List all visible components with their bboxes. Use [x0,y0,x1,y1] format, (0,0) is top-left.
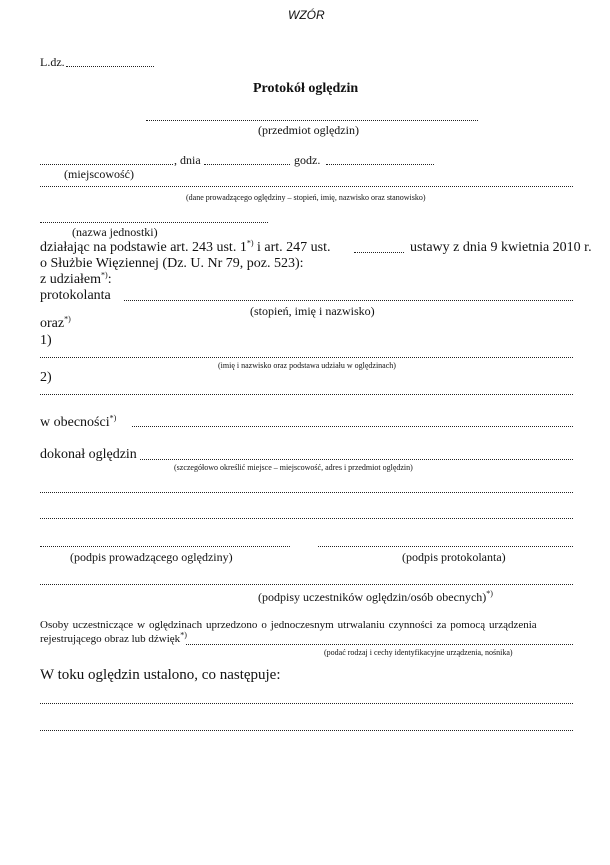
inspection-caption: (szczegółowo określić miejsce – miejscowość, adres i przedmiot oględzin) [174,463,413,472]
inspection-field[interactable] [140,459,573,460]
hour-label: godz. [294,153,321,167]
recorder-signature-field[interactable] [318,546,573,547]
conductor-field[interactable] [40,186,573,187]
recorder-field[interactable] [124,300,573,301]
ldz-field[interactable] [66,66,154,67]
page-title: Protokół oględzin [253,81,359,96]
findings-heading: W toku oględzin ustalono, co następuje: [40,667,281,683]
footnote-mark: *) [246,238,254,248]
recorder-label: protokolanta [40,288,111,303]
date-field[interactable] [204,164,290,165]
participation-text: z udziałem [40,272,102,287]
hour-field[interactable] [326,164,434,165]
inspection-field-2[interactable] [40,492,573,493]
presence-label [40,415,116,431]
recording-notice-2 [40,630,187,645]
participants-signature-field[interactable] [40,584,573,585]
legal-basis-line-2: o Służbie Więziennej (Dz. U. Nr 79, poz. 523): [40,256,304,271]
unit-field[interactable] [40,222,268,223]
findings-field-1[interactable] [40,703,573,704]
place-field[interactable] [40,164,173,165]
and-text: oraz [40,316,65,331]
conductor-signature-caption: (podpis prowadzącego oględziny) [70,550,233,564]
unit-caption: (nazwa jednostki) [72,225,158,239]
conductor-caption: (dane prowadzącego oględziny – stopień, imię, nazwisko oraz stanowisko) [186,193,426,202]
footnote-mark: *) [64,314,71,324]
ldz-label: L.dz. [40,55,65,69]
footnote-mark: *) [180,630,187,640]
recorder-caption: (stopień, imię i nazwisko) [250,304,375,318]
recording-notice: Osoby uczestniczące w oględzinach uprzedzono o jednoczesnym utrwalaniu czynności za pomocą urządzenia [40,619,537,631]
inspection-label: dokonał oględzin [40,447,137,462]
legal-basis-line [40,240,331,256]
device-caption: (podać rodzaj i cechy identyfikacyjne urządzenia, nośnika) [324,648,513,657]
item-2-label: 2) [40,370,52,385]
footnote-mark: *) [101,270,108,280]
wzor-label: WZÓR [288,8,325,22]
recording-notice-text: rejestrującego obraz lub dźwięk [40,633,181,645]
participant-1-field[interactable] [40,357,573,358]
conductor-signature-field[interactable] [40,546,290,547]
findings-field-2[interactable] [40,730,573,731]
legal-basis-c: ustawy z dnia 9 kwietnia 2010 r. [410,240,592,255]
date-label: , dnia [174,153,201,167]
participant-2-field[interactable] [40,394,573,395]
item-1-label: 1) [40,333,52,348]
subject-caption: (przedmiot oględzin) [258,123,359,137]
footnote-mark: *) [109,413,117,423]
legal-basis-a: działając na podstawie art. 243 ust. 1 [40,240,247,255]
device-field[interactable] [186,644,573,645]
footnote-mark: *) [486,589,493,598]
presence-field[interactable] [132,426,573,427]
legal-basis-b: i art. 247 ust. [253,240,331,255]
place-caption: (miejscowość) [64,167,134,181]
inspection-field-3[interactable] [40,518,573,519]
participation-label: z udziałem*): [40,270,112,287]
article-field[interactable] [354,252,404,253]
participants-signature-caption [258,590,493,605]
recorder-signature-caption: (podpis protokolanta) [402,550,506,564]
subject-field[interactable] [146,120,478,121]
participants-signature-text: (podpisy uczestników oględzin/osób obecnych) [258,590,487,604]
presence-text: w obecności [40,415,110,430]
and-label [40,316,71,332]
participant-caption: (imię i nazwisko oraz podstawa udziału w oględzinach) [218,361,396,370]
